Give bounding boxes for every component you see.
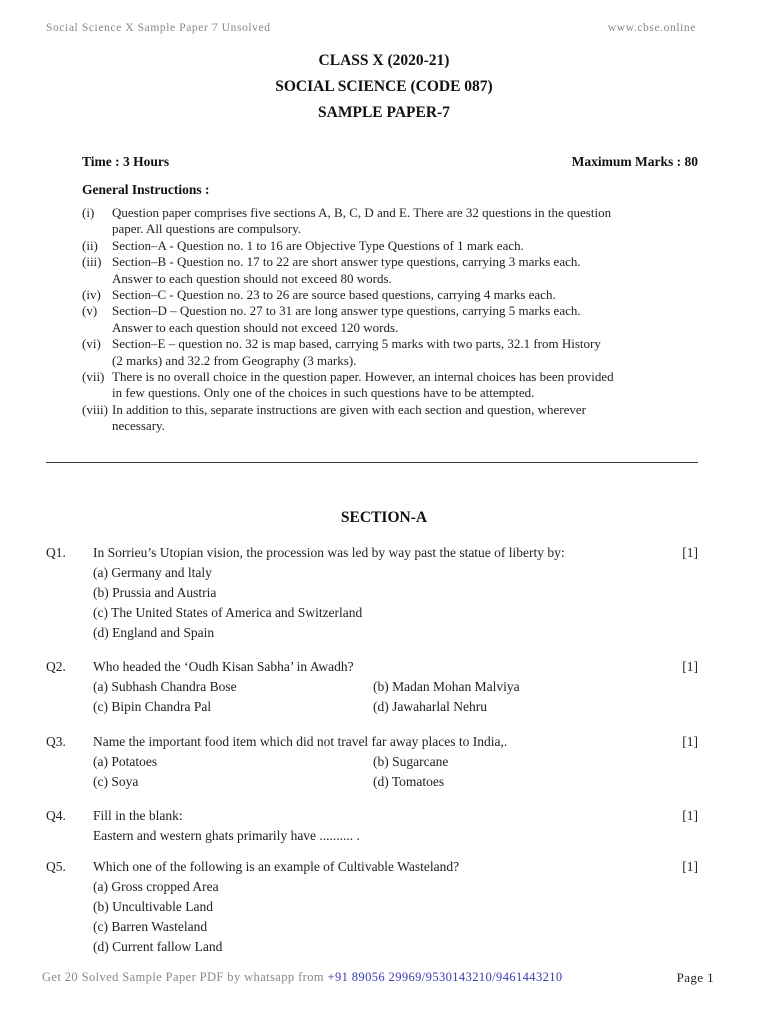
- instruction-text: In addition to this, separate instructions are given with each section and question, wherever: [112, 401, 586, 417]
- instruction-text: paper. All questions are compulsory.: [112, 221, 302, 237]
- instruction-text: Question paper comprises five sections A, B, C, D and E. There are 32 questions in the question: [112, 205, 612, 220]
- answer-option: (b) Prussia and Austria: [93, 585, 217, 600]
- instruction-number: (vii): [82, 369, 105, 385]
- answer-option: (a) Gross cropped Area: [93, 879, 219, 894]
- instruction-item: [82, 254, 698, 287]
- question-marks: [1]: [682, 734, 698, 749]
- instructions-heading: General Instructions :: [82, 182, 210, 197]
- question-text: Which one of the following is an example of Cultivable Wasteland?: [93, 859, 460, 874]
- answer-option: (d) Tomatoes: [373, 774, 445, 789]
- instruction-item: [82, 402, 698, 435]
- question-2: [46, 657, 698, 717]
- question-number: Q2.: [46, 659, 66, 674]
- question-text: Name the important food item which did not travel far away places to India,.: [93, 734, 508, 749]
- footer-promo: [42, 970, 563, 985]
- question-marks: [1]: [682, 659, 698, 674]
- footer-promo-text: Get 20 Solved Sample Paper PDF by whatsapp from: [42, 970, 328, 984]
- answer-option: (d) Jawaharlal Nehru: [373, 699, 487, 714]
- instruction-text: There is no overall choice in the question paper. However, an internal choices has been provided: [112, 369, 614, 385]
- footer-phone-numbers[interactable]: +91 89056 29969/9530143210/9461443210: [327, 970, 563, 984]
- question-text: In Sorrieu’s Utopian vision, the procession was led by way past the statue of liberty by:: [93, 545, 565, 560]
- instruction-number: (iv): [82, 287, 101, 303]
- instruction-number: (i): [82, 205, 95, 220]
- answer-option: (c) Bipin Chandra Pal: [93, 699, 212, 714]
- instruction-number: (iii): [82, 254, 102, 270]
- fill-in-blank-text: Eastern and western ghats primarily have .......... .: [93, 828, 360, 843]
- answer-option: (c) Soya: [93, 774, 139, 789]
- question-3: [46, 732, 698, 792]
- instruction-number: (ii): [82, 237, 98, 253]
- instruction-text: Answer to each question should not exceed 80 words.: [112, 270, 392, 286]
- class-title: CLASS X (2020-21): [318, 52, 450, 69]
- instruction-text: Section–A - Question no. 1 to 16 are Objective Type Questions of 1 mark each.: [112, 237, 524, 253]
- question-text: Fill in the blank:: [93, 808, 183, 823]
- instructions-list: [82, 205, 698, 435]
- instruction-item: [82, 303, 698, 336]
- answer-option: (b) Madan Mohan Malviya: [373, 679, 520, 694]
- question-number: Q4.: [46, 808, 66, 823]
- answer-option: (a) Subhash Chandra Bose: [93, 679, 237, 694]
- answer-option: (c) The United States of America and Switzerland: [93, 605, 363, 620]
- instruction-text: in few questions. Only one of the choices in such questions have to be attempted.: [112, 385, 535, 401]
- instruction-text: Section–B - Question no. 17 to 22 are short answer type questions, carrying 3 marks each.: [112, 254, 581, 270]
- running-header-website: www.cbse.online: [607, 22, 696, 34]
- running-header-title: Social Science X Sample Paper 7 Unsolved: [46, 22, 271, 34]
- instruction-text: (2 marks) and 32.2 from Geography (3 marks).: [112, 352, 357, 368]
- question-number: Q5.: [46, 859, 66, 874]
- question-number: Q3.: [46, 734, 66, 749]
- instruction-item: [82, 369, 698, 402]
- answer-option: (b) Uncultivable Land: [93, 899, 213, 914]
- instruction-text: necessary.: [112, 418, 165, 434]
- instruction-text: Section–D – Question no. 27 to 31 are long answer type questions, carrying 5 marks each.: [112, 303, 581, 319]
- instruction-item: [82, 205, 698, 238]
- section-heading: SECTION-A: [340, 509, 428, 526]
- question-marks: [1]: [682, 545, 698, 560]
- question-marks: [1]: [682, 808, 698, 823]
- instruction-item: [82, 238, 698, 254]
- paper-title: SAMPLE PAPER-7: [318, 104, 450, 121]
- question-number: Q1.: [46, 545, 66, 560]
- maximum-marks: Maximum Marks : 80: [571, 154, 698, 169]
- answer-option: (a) Germany and ltaly: [93, 565, 212, 580]
- instruction-text: Answer to each question should not exceed 120 words.: [112, 319, 399, 335]
- instruction-item: [82, 287, 698, 303]
- horizontal-divider: [46, 462, 698, 463]
- question-5: [46, 857, 698, 957]
- instruction-number: (vi): [82, 336, 101, 352]
- instruction-text: Section–E – question no. 32 is map based, carrying 5 marks with two parts, 32.1 from History: [112, 336, 601, 352]
- question-4: [46, 806, 698, 846]
- question-1: [46, 543, 698, 643]
- page-number: Page 1: [676, 970, 714, 985]
- answer-option: (c) Barren Wasteland: [93, 919, 208, 934]
- question-text: Who headed the ‘Oudh Kisan Sabha’ in Awadh?: [93, 659, 354, 674]
- instruction-number: (viii): [82, 401, 108, 417]
- question-marks: [1]: [682, 859, 698, 874]
- time-allowed: Time : 3 Hours: [82, 154, 170, 169]
- answer-option: (d) England and Spain: [93, 625, 215, 640]
- instruction-text: Section–C - Question no. 23 to 26 are source based questions, carrying 4 marks each.: [112, 287, 556, 303]
- answer-option: (d) Current fallow Land: [93, 939, 223, 954]
- subject-title: SOCIAL SCIENCE (CODE 087): [275, 78, 493, 95]
- answer-option: (b) Sugarcane: [373, 754, 449, 769]
- instruction-item: [82, 336, 698, 369]
- answer-option: (a) Potatoes: [93, 754, 158, 769]
- instruction-number: (v): [82, 303, 98, 319]
